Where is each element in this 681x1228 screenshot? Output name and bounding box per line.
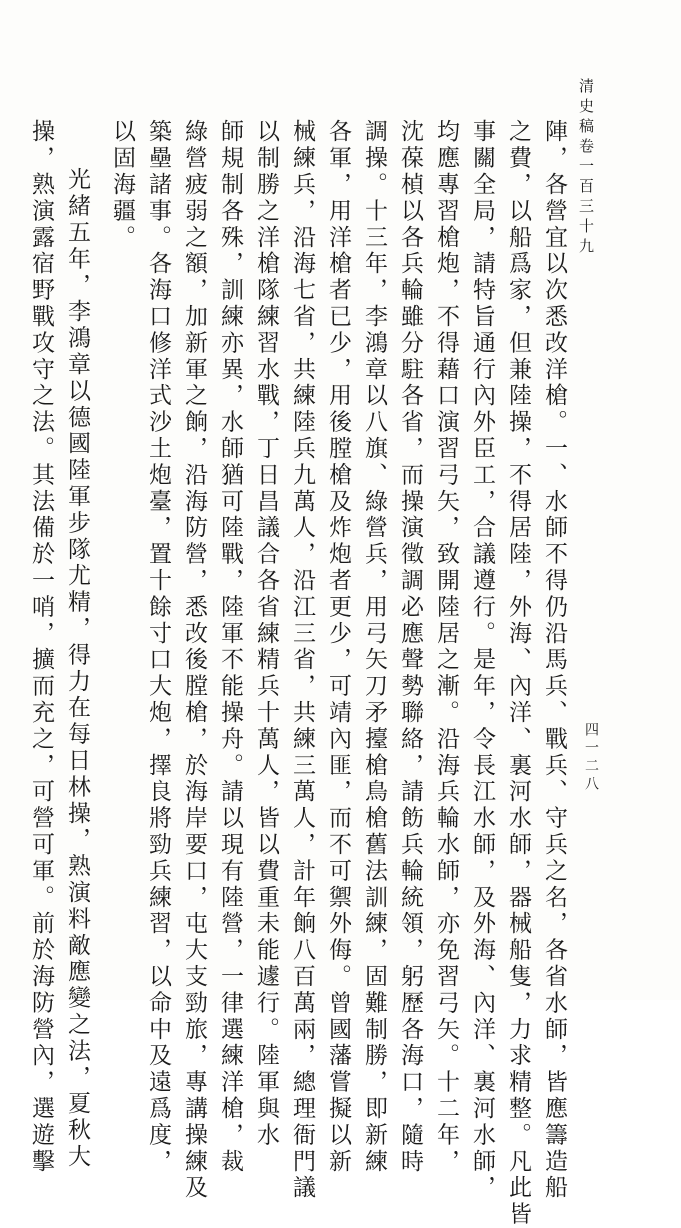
- text-column: 築壘諸事。各海口修洋式沙土炮臺，置十餘寸口大炮，擇良將勁兵練習，以命中及遠爲度，: [145, 119, 171, 1175]
- paragraph-start-column: 光緒五年，李鴻章以德國陸軍步隊尤精，得力在每日林操，熟演料敵應變之法，夏秋大: [64, 167, 90, 1171]
- text-column: 以固海疆。: [109, 119, 135, 251]
- text-column: 事關全局，請特旨通行內外臣工，合議遵行。是年，令長江水師，及外海、內洋、裏河水師，: [469, 119, 495, 1202]
- page-number: 四一二八: [583, 722, 599, 794]
- text-column: 以制勝之洋槍隊練習水戰，丁日昌議合各省練精兵十萬人，皆以費重未能遽行。陸軍與水: [253, 119, 279, 1149]
- text-column: 綠營疲弱之額，加新軍之餉，沿海防營，悉改後膛槍，於海岸要口，屯大支勁旅，專講操練及: [181, 119, 207, 1202]
- book-title: 清史稿卷一百三十九: [577, 78, 595, 258]
- text-column: 操，熟演露宿野戰攻守之法。其法備於一哨，擴而充之，可營可軍。前於海防營內，選遊擊: [28, 119, 54, 1175]
- text-column: 沈葆楨以各兵輪雖分駐各省，而操演徵調必應聲勢聯絡，請飭兵輪統領，躬歷各海口，隨時: [397, 119, 423, 1175]
- text-column: 師規制各殊，訓練亦異，水師猶可陸戰，陸軍不能操舟。請以現有陸營，一律選練洋槍，裁: [217, 119, 243, 1175]
- text-column: 械練兵，沿海七省，共練陸兵九萬人，沿江三省，共練三萬人，計年餉八百萬兩，總理衙門議: [289, 119, 315, 1202]
- text-column: 陣，各營宜以次悉改洋槍。一、水師不得仍沿馬兵、戰兵、守兵之名，各省水師，皆應籌造船: [541, 119, 567, 1202]
- text-column: 調操。十三年，李鴻章以八旗、綠營兵，用弓矢刀矛擡槍鳥槍舊法訓練，固難制勝，即新練: [361, 119, 387, 1175]
- text-column: 均應專習槍炮，不得藉口演習弓矢，致開陸居之漸。沿海兵輪水師，亦免習弓矢。十二年，: [433, 119, 459, 1175]
- text-column: 各軍，用洋槍者已少，用後膛槍及炸炮者更少，可靖內匪，而不可禦外侮。曾國藩嘗擬以新: [325, 119, 351, 1175]
- text-column: 之費，以船爲家，但兼陸操，不得居陸，外海、內洋、裏河水師，器械船隻，力求精整。凡此皆: [505, 119, 531, 1228]
- vertical-text-body: [26, 119, 569, 1228]
